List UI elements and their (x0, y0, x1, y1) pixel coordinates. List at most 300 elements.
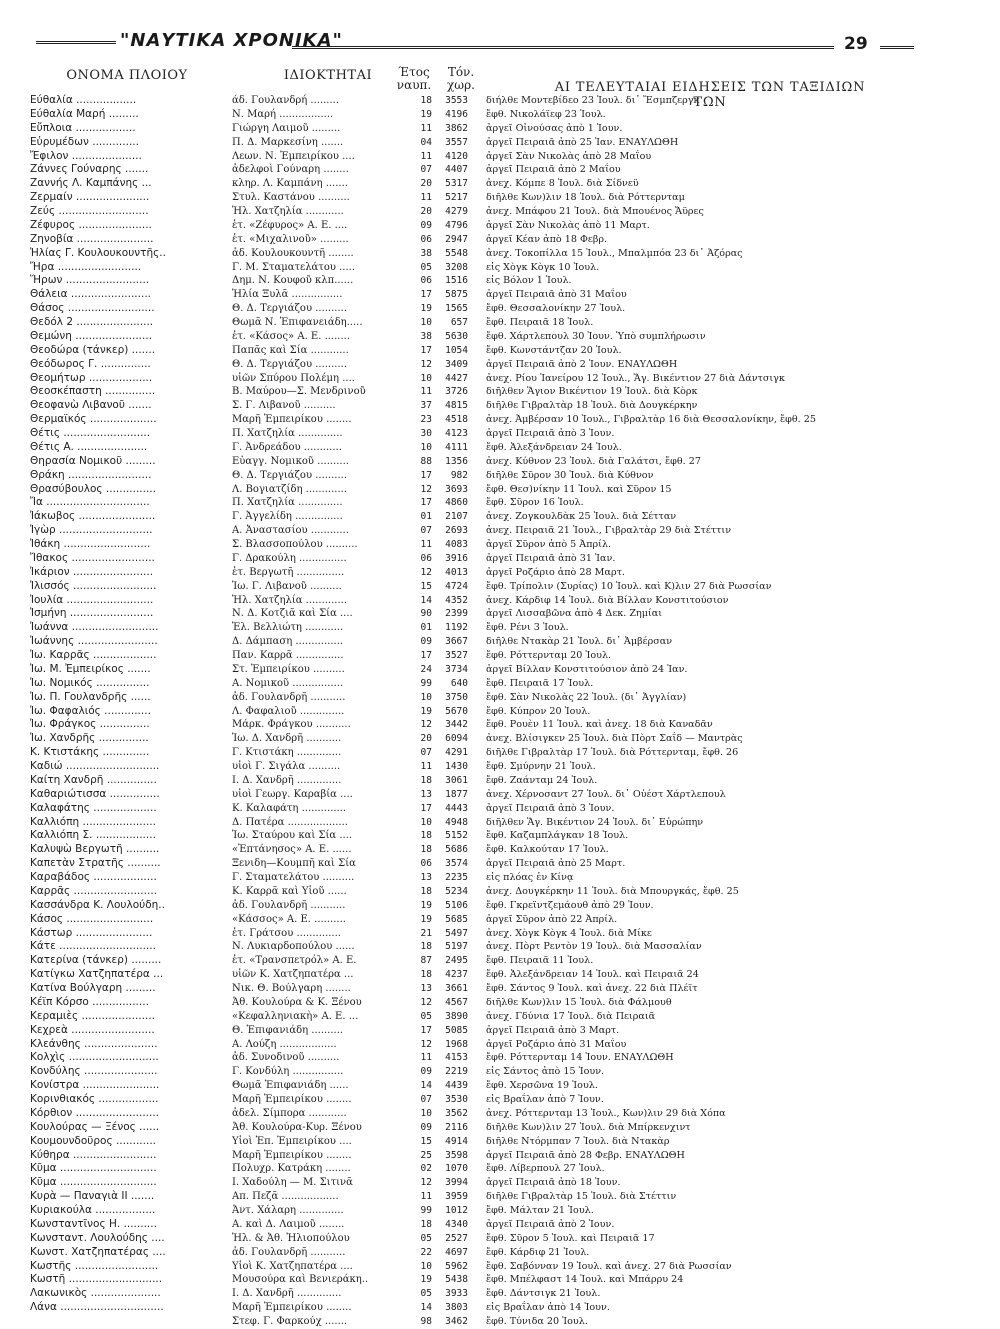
table-row (30, 691, 970, 705)
owner-name: Θωμᾶ Ν. Ἐπιφανειάδη..... (232, 317, 363, 328)
table-row (30, 538, 970, 552)
tonnage: 3862 (445, 122, 468, 134)
table-row (30, 1024, 970, 1038)
ship-name: Κόρθιον ......................... (30, 1106, 160, 1119)
table-row (30, 1204, 970, 1218)
owner-name: Κ. Καρρᾶ καὶ Υἱοῦ ...... (232, 885, 347, 897)
owner-name: Ἠλία Ξυλᾶ ................ (232, 289, 343, 301)
tonnage: 4291 (445, 747, 468, 759)
table-row (30, 150, 970, 164)
owner-name: ἀδ. Συνοδινοῦ .......... (232, 1052, 340, 1064)
owner-name: Δημ. Ν. Κουφοῦ κλπ...... (232, 275, 354, 287)
build-year: 12 (420, 483, 432, 495)
owner-name: Δ. Πατέρα ................... (232, 816, 348, 828)
build-year: 04 (420, 136, 432, 148)
voyage-news: ἀνεχ. Πειραιᾶ 21 Ἰουλ., Γιβραλτὰρ 29 διὰ Στέττιν (486, 525, 732, 537)
table-row (30, 1260, 970, 1274)
table-row (30, 483, 970, 497)
ship-name: Ἰω. Π. Γουλανδρῆς ...... (30, 690, 151, 703)
tonnage: 3667 (445, 636, 468, 648)
table-row (30, 1135, 970, 1149)
owner-name: Υἱοὶ Ἐπ. Ἐμπειρίκου .... (232, 1135, 352, 1147)
build-year: 09 (420, 1066, 432, 1078)
voyage-news: διῆλθε Κων)λιν 18 Ἰουλ. διὰ Ρόττερνταμ (486, 192, 685, 204)
build-year: 20 (420, 733, 432, 745)
voyage-news: ἀργεῖ Πειραιᾶ ἀπὸ 25 Ἰαν. ΕΝΑΥΛΩΘΗ (486, 136, 679, 148)
table-row (30, 1149, 970, 1163)
table-row (30, 1176, 970, 1190)
ship-name: Κυρὰ — Παναγιὰ ΙΙ ....... (30, 1190, 155, 1203)
owner-name: ἀδ. Γουλανδρῆ ........... (232, 1246, 346, 1258)
tonnage: 2116 (445, 1121, 468, 1133)
voyage-news: διῆλθε Ντακὰρ 21 Ἰουλ. δι᾽ Ἀμβέρσαν (486, 636, 673, 648)
owner-name: ἀδ. Γουλανδρῆ ........... (232, 899, 346, 911)
tonnage: 1070 (445, 1163, 468, 1175)
tonnage: 5685 (445, 913, 468, 925)
build-year: 37 (420, 400, 432, 412)
table-row (30, 788, 970, 802)
tonnage: 4083 (445, 539, 468, 550)
owner-name: Γ. Κτιστάκη .............. (232, 747, 342, 759)
owner-name: Θ. Ἐπιφανιάδη .......... (232, 1024, 344, 1036)
table-row (30, 261, 970, 275)
ship-name: Θεοδώρα (τάνκερ) ....... (30, 343, 156, 356)
ship-name: Κωστῆ ............................ (30, 1273, 163, 1286)
tonnage: 982 (450, 469, 468, 481)
tonnage: 5317 (445, 178, 468, 190)
tonnage: 1565 (445, 303, 468, 315)
owner-name: ἑτ. «Μιχαλινοῦ» ......... (232, 233, 349, 245)
table-row (30, 288, 970, 302)
build-year: 10 (420, 816, 432, 828)
table-row (30, 843, 970, 857)
tonnage: 5197 (445, 941, 468, 953)
tonnage: 2399 (445, 608, 468, 620)
tonnage: 4815 (445, 400, 468, 412)
table-row (30, 122, 970, 136)
owner-name: ἑτ. «Κάσος» Α. Ε. ........ (232, 330, 351, 342)
publication-title: "ΝΑΥΤΙΚΑ ΧΡΟΝΙΚΑ" (120, 30, 343, 51)
voyage-news: ἔφθ. Θεσ)νίκην 11 Ἰουλ. καὶ Σῦρον 15 (486, 483, 672, 495)
tonnage: 3557 (445, 136, 468, 148)
tonnage: 5497 (445, 927, 468, 939)
voyage-news: ἔφθ. Ἀλεξάνδρειαν 14 Ἰουλ. καὶ Πειραιᾶ 24 (486, 969, 699, 981)
voyage-news: ἀργεῖ Πειραιᾶ ἀπὸ 3 Ἰουν. (486, 802, 615, 814)
build-year: 22 (420, 1246, 432, 1258)
column-header-news: ΑΙ ΤΕΛΕΥΤΑΙΑΙ ΕΙΔΗΣΕΙΣ ΤΩΝ ΤΑΞΙΔΙΩΝ ΤΩΝ (554, 80, 866, 110)
voyage-news: ἀργεῖ Σῦρον ἀπὸ 5 Ἀπρίλ. (486, 539, 612, 550)
owner-name: ἀδ. Γουλανδρῆ ........... (232, 691, 346, 703)
build-year: 38 (420, 247, 432, 259)
ship-name: Κάστωρ ....................... (30, 926, 153, 939)
owner-name: Ξενιδη—Κουμπῆ καὶ Σία (232, 858, 356, 870)
voyage-news: εἰς Σάντος ἀπὸ 15 Ἰουν. (486, 1066, 605, 1078)
build-year: 18 (420, 1218, 432, 1230)
build-year: 13 (420, 872, 432, 883)
owner-name: Ἠλ. Χατζηλία ............ (232, 206, 344, 217)
voyage-news: ἔφθ. Χερσῶνα 19 Ἰουλ. (486, 1080, 598, 1092)
table-row (30, 649, 970, 663)
column-header-year-bottom: ναυπ. (396, 78, 432, 92)
owner-name: Μαρῆ Ἐμπειρίκου ........ (232, 1149, 352, 1161)
owner-name: άδ. Γουλανδρή ......... (232, 95, 340, 106)
ship-name: Κονδύλης ...................... (30, 1065, 158, 1078)
tonnage: 4013 (445, 566, 468, 578)
owner-name: Θωμᾶ Ἐπιφανιάδη ...... (232, 1080, 349, 1092)
owner-name: ἀδελφοὶ Γούναρη ........ (232, 164, 349, 176)
owner-name: Γιώργη Λαιμοῦ ......... (232, 122, 341, 134)
build-year: 12 (420, 1177, 432, 1189)
table-row (30, 358, 970, 372)
voyage-news: ἀνεχ. Βλίσιγκεν 25 Ἰουλ. διὰ Πὸρτ Σαΐδ — Μαντρὰς (486, 733, 743, 745)
ship-name: Θράκη ......................... (30, 468, 152, 481)
voyage-news: ἀργεῖ Πειραιᾶ ἀπὸ 31 Μαΐου (486, 289, 627, 301)
table-row (30, 1079, 970, 1093)
voyage-news: ἀργεῖ Πειραιᾶ ἀπὸ 2 Μαΐου (486, 164, 621, 176)
table-row (30, 136, 970, 150)
build-year: 14 (420, 1302, 432, 1314)
tonnage: 4948 (445, 816, 468, 828)
owner-name: «Ἑπτάνησος» Α. Ε. ...... (232, 844, 352, 856)
build-year: 07 (420, 164, 432, 176)
ship-name: Κέϊπ Κόρσο ................. (30, 995, 149, 1008)
owner-name: Θ. Δ. Τεργιάζου .......... (232, 303, 347, 315)
table-row (30, 385, 970, 399)
tonnage: 5234 (445, 885, 468, 897)
table-row (30, 496, 970, 510)
voyage-news: ἀνεχ. Τοκοπίλλα 15 Ἰουλ., Μπαλμπόα 23 δι᾽ Ἀζόρας (486, 247, 743, 259)
build-year: 15 (420, 580, 432, 592)
tonnage: 5217 (445, 192, 468, 204)
voyage-news: διῆλθε Σῦρον 30 Ἰουλ. διὰ Κύθνον (486, 469, 654, 481)
tonnage: 1430 (445, 761, 468, 772)
owner-name: Δ. Δάμπαση ............... (232, 636, 344, 648)
voyage-news: διῆλθε Κων)λιν 15 Ἰουλ. διὰ Φάλμουθ (486, 996, 672, 1008)
ship-name: Θέτις Α. ..................... (30, 440, 148, 453)
owner-name: Θ. Δ. Τεργιάζου .......... (232, 469, 347, 481)
owner-name: Μαρῆ Ἐμπειρίκου ........ (232, 1094, 352, 1105)
table-row (30, 913, 970, 927)
table-row (30, 857, 970, 871)
owner-name: Μαρῆ Ἐμπειρίκου ........ (232, 1302, 352, 1314)
tonnage: 2235 (445, 872, 468, 883)
table-row (30, 1010, 970, 1024)
voyage-news: ἔφθ. Γκρεϊντζεμάουθ ἀπὸ 29 Ἰουν. (486, 899, 654, 911)
voyage-news: ἔφθ. Ἀλεξάνδρειαν 24 Ἰουλ. (486, 441, 622, 453)
voyage-news: ἀργεῖ Πειραιᾶ ἀπὸ 2 Ἰουν. ΕΝΑΥΛΩΘΗ (486, 358, 678, 370)
voyage-news: ἀργεῖ Οἰνούσας ἀπὸ 1 Ἰουν. (486, 122, 623, 134)
table-row (30, 899, 970, 913)
ship-name: Θεμώνη ....................... (30, 329, 153, 342)
tonnage: 2947 (445, 233, 468, 245)
ship-name: Κεραμιὲς ...................... (30, 1009, 155, 1022)
table-row (30, 621, 970, 635)
tonnage: 4914 (445, 1135, 468, 1147)
tonnage: 5438 (445, 1274, 468, 1286)
build-year: 19 (420, 913, 432, 925)
header-rule-left (36, 41, 116, 44)
voyage-news: ἀργεῖ Πειραιᾶ ἀπὸ 2 Ἰουν. (486, 1218, 615, 1230)
table-row (30, 663, 970, 677)
build-year: 18 (420, 844, 432, 856)
table-row (30, 191, 970, 205)
tonnage: 3734 (445, 663, 468, 675)
build-year: 06 (420, 552, 432, 564)
ship-name: Κωνστ. Χατζηπατέρας .... (30, 1245, 166, 1258)
build-year: 13 (420, 983, 432, 994)
tonnage: 5630 (445, 330, 468, 342)
build-year: 06 (420, 858, 432, 870)
tonnage: 3562 (445, 1107, 468, 1119)
owner-name: Α. Ἀναστασίου ............ (232, 525, 349, 537)
build-year: 19 (420, 303, 432, 315)
voyage-news: διῆλθε Γιβραλτὰρ 18 Ἰουλ. διὰ Δουγκέρκην (486, 400, 698, 412)
owner-name: Ἠλ. & Ἀθ. Ἠλιοπούλου (232, 1232, 350, 1244)
table-row (30, 219, 970, 233)
table-row (30, 968, 970, 982)
voyage-news: διῆλθε Γιβραλτὰρ 15 Ἰουλ. διὰ Στέττιν (486, 1191, 677, 1203)
ship-name: Ἰσμήνη ......................... (30, 607, 154, 620)
ship-name: Κ. Κτιστάκης .............. (30, 746, 150, 759)
ship-name: Θεοφανὼ Λιβανοῦ ....... (30, 399, 152, 412)
voyage-news: ἀργεῖ Λισσαβῶνα ἀπὸ 4 Δεκ. Ζημίαι (486, 608, 663, 620)
build-year: 90 (420, 608, 432, 620)
owner-name: Υἱοὶ Κ. Χατζηπατέρα .... (232, 1260, 353, 1272)
tonnage: 3959 (445, 1191, 468, 1203)
tonnage: 3890 (445, 1010, 468, 1022)
ship-name: Ἰθάκη .......................... (30, 538, 151, 550)
voyage-news: ἔφθ. Τρίπολιν (Συρίας) 10 Ἰουλ. καὶ Κ)λιν 27 διὰ Ρωσσίαν (486, 580, 772, 592)
tonnage: 4237 (445, 969, 468, 981)
voyage-news: ἀργεῖ Σῦρον ἀπὸ 22 Ἀπρίλ. (486, 913, 618, 925)
owner-name: Ἑλ. Βελλιώτη ............ (232, 622, 344, 634)
owner-name: Γ. Μ. Σταματελάτου ..... (232, 261, 356, 273)
owner-name: Ἰω. Δ. Χανδρῆ ........... (232, 733, 342, 745)
owner-name: Α. Νομικοῦ ................ (232, 677, 344, 689)
ship-name: Κασσάνδρα Κ. Λουλούδη.. (30, 898, 165, 911)
ship-name: Θεδόλ 2 ....................... (30, 316, 154, 328)
ship-name: Θερμαϊκός .................... (30, 413, 157, 426)
table-row (30, 413, 970, 427)
owner-name: Ἀθ. Κουλούρα-Κυρ. Ξένου (232, 1121, 362, 1133)
voyage-news: ἔφθ. Πειραιᾶ 18 Ἰουλ. (486, 317, 594, 328)
ship-name: Θεοσκέπαστη ............... (30, 385, 156, 398)
table-row (30, 247, 970, 261)
voyage-news: ἀνεχ. Γδύνια 17 Ἰουλ. διὰ Πειραιᾶ (486, 1010, 656, 1022)
build-year: 12 (420, 566, 432, 578)
ship-name: Κωνσταντ. Λουλούδης .... (30, 1231, 165, 1244)
owner-name: ἀδελ. Σίμπορα ............ (232, 1107, 347, 1119)
ship-name: Καλλιόπη Σ. .................. (30, 829, 156, 842)
owner-name: Ἰω. Γ. Λιβανοῦ .......... (232, 580, 342, 592)
build-year: 01 (420, 511, 432, 523)
ship-name: Κατίγκω Χατζηπατέρα ... (30, 968, 164, 981)
build-year: 12 (420, 358, 432, 370)
table-row (30, 705, 970, 719)
ship-name: Θάσος .......................... (30, 302, 155, 315)
table-row (30, 510, 970, 524)
tonnage: 4123 (445, 428, 468, 439)
tonnage: 6094 (445, 733, 468, 745)
column-header-ship: ΟΝΟΜΑ ΠΛΟΙΟΥ (66, 68, 188, 83)
build-year: 12 (420, 1038, 432, 1050)
owner-name: Εὐαγγ. Νομικοῦ .......... (232, 455, 349, 467)
ship-name: Θεόδωρος Γ. ............... (30, 357, 151, 370)
ship-name: Ζερμαίν ...................... (30, 191, 150, 204)
ship-name: Ἰουλία .......................... (30, 593, 154, 606)
ship-name: Κῦμα ............................. (30, 1176, 157, 1189)
build-year: 10 (420, 441, 432, 453)
table-row (30, 1038, 970, 1052)
ship-name: Ζηνοβία ....................... (30, 232, 154, 245)
voyage-news: ἀνεχ. Ζογκουλδὰκ 25 Ἰουλ. διὰ Σέτταν (486, 511, 677, 523)
table-row (30, 954, 970, 968)
table-row (30, 940, 970, 954)
owner-name: Νικ. Θ. Βούλγαρη ........ (232, 983, 351, 994)
ship-name: Ἰω. Νομικός ................ (30, 676, 150, 689)
ship-name: Κλεάνθης ...................... (30, 1037, 158, 1050)
build-year: 18 (420, 969, 432, 981)
column-header-tons-bottom: χωρ. (447, 78, 475, 92)
table-row (30, 594, 970, 608)
build-year: 09 (420, 636, 432, 648)
column-header-owner: ΙΔΙΟΚΤΗΤΑΙ (283, 68, 373, 83)
voyage-news: ἀνεχ. Ρόττερνταμ 13 Ἰουλ., Κων)λιν 29 διὰ Χόπα (486, 1107, 726, 1119)
owner-name: ἀδ. Κουλουκουντῆ ........ (232, 247, 354, 259)
owner-name: Ι. Χαδούλη — Μ. Σιτινᾶ (232, 1177, 353, 1189)
table-row (30, 1190, 970, 1204)
owner-name: Λ. Βογιατζίδη ............. (232, 483, 347, 495)
owner-name: Γ. Δρακούλη ............... (232, 552, 347, 564)
owner-name: Παν. Καρρᾶ ............... (232, 650, 344, 661)
voyage-news: ἔφθ. Μάλταν 21 Ἰουλ. (486, 1205, 594, 1216)
build-year: 06 (420, 275, 432, 287)
owner-name: υἱῶν Σπύρου Πολέμη .... (232, 372, 355, 384)
build-year: 11 (420, 122, 432, 134)
voyage-news: ἔφθ. Καζαμπλάγκαν 18 Ἰουλ. (486, 830, 629, 842)
build-year: 09 (420, 219, 432, 231)
ship-name: Ἴθακος ......................... (30, 551, 155, 564)
table-row (30, 829, 970, 843)
table-row (30, 524, 970, 538)
tonnage: 2219 (445, 1066, 468, 1078)
tonnage: 1192 (445, 622, 468, 634)
build-year: 11 (420, 150, 432, 162)
table-row (30, 816, 970, 830)
build-year: 11 (420, 761, 432, 772)
build-year: 14 (420, 1080, 432, 1092)
ship-name: Ζέφυρος ...................... (30, 218, 152, 231)
tonnage: 2107 (445, 511, 468, 523)
ship-name: Κουμουνδοῦρος ............ (30, 1134, 156, 1147)
tonnage: 2495 (445, 955, 468, 967)
ship-name: Ἤρα ......................... (30, 260, 142, 273)
tonnage: 3803 (445, 1302, 468, 1314)
build-year: 18 (420, 941, 432, 953)
build-year: 10 (420, 372, 432, 384)
build-year: 15 (420, 1135, 432, 1147)
table-row (30, 746, 970, 760)
voyage-news: ἔφθ. Ρένι 3 Ἰουλ. (486, 622, 569, 634)
ship-name: Εὔπλοια .................. (30, 121, 136, 134)
tonnage: 4860 (445, 497, 468, 509)
ship-name: Ἰγὼρ ............................ (30, 524, 153, 537)
owner-name: Γ. Κονδύλη ................ (232, 1066, 344, 1078)
voyage-news: ἀνεχ. Ἀμβέρσαν 10 Ἰουλ., Γιβραλτὰρ 16 διὰ Θεσσαλονίκην, ἔφθ. 25 (486, 414, 816, 426)
build-year: 07 (420, 1094, 432, 1105)
ship-name: Ἰω. Φαφαλιός .............. (30, 704, 151, 717)
voyage-news: ἔφθ. Κωνστάντζαν 20 Ἰουλ. (486, 344, 622, 356)
build-year: 19 (420, 108, 432, 120)
table-row (30, 1232, 970, 1246)
ship-name: Κορινθιακός .................. (30, 1093, 159, 1105)
owner-name: Β. Μαύρου—Σ. Μενδρινοῦ (232, 386, 366, 398)
build-year: 19 (420, 899, 432, 911)
owner-name: Γ. Ἀνδρεάδου ............ (232, 441, 342, 453)
table-row (30, 441, 970, 455)
tonnage: 4153 (445, 1052, 468, 1064)
owner-name: Ν. Λυκιαρδοπούλου ...... (232, 941, 355, 953)
tonnage: 3693 (445, 483, 468, 495)
build-year: 11 (420, 192, 432, 204)
ship-name: Λάνα ............................... (30, 1301, 164, 1314)
voyage-news: ἀνεχ. Πὸρτ Ρεντὸν 19 Ἰουλ. διὰ Μασσαλίαν (486, 941, 702, 953)
table-row (30, 1287, 970, 1301)
table-row (30, 1218, 970, 1232)
owner-name: Μουσούρα καὶ Βενιεράκη.. (232, 1274, 369, 1286)
owner-name: Παπᾶς καὶ Σία ............ (232, 344, 349, 356)
voyage-news: ἀργεῖ Πειραιᾶ ἀπὸ 3 Μαρτ. (486, 1024, 620, 1036)
tonnage: 3061 (445, 774, 468, 786)
ship-name: Κουλούρας — Ξένος ...... (30, 1120, 160, 1133)
voyage-news: ἀνεχ. Μπάφου 21 Ἰουλ. διὰ Μπουένος Ἄϋρες (486, 206, 704, 217)
owner-name: Σ. Βλασσοπούλου .......... (232, 539, 358, 550)
owner-name: Στ. Ἐμπειρίκου .......... (232, 663, 345, 675)
owner-name: Ἀθ. Κουλούρα & Κ. Ξένου (232, 996, 362, 1008)
owner-name: Κ. Καλαφάτη .............. (232, 802, 347, 814)
voyage-news: ἀργεῖ Πειραιᾶ ἀπὸ 3 Ἰουν. (486, 428, 615, 439)
tonnage: 3598 (445, 1149, 468, 1161)
voyage-news: ἀνεχ. Κύθνον 23 Ἰουλ. διὰ Γαλάτσι, ἔφθ. 27 (486, 455, 701, 467)
owner-name: υἱῶν Κ. Χατζηπατέρα ... (232, 969, 354, 981)
column-header-tons-top: Τόν. (447, 65, 475, 79)
tonnage: 1516 (445, 275, 468, 287)
voyage-news: ἔφθ. Χάρτλεπουλ 30 Ἰουν. Ὑπὸ συμπλήρωσιν (486, 330, 706, 342)
build-year: 07 (420, 525, 432, 537)
voyage-news: ἔφθ. Ρόττερνταμ 14 Ἰουν. ΕΝΑΥΛΩΘΗ (486, 1052, 674, 1064)
table-row (30, 316, 970, 330)
build-year: 24 (420, 663, 432, 675)
table-row (30, 552, 970, 566)
tonnage: 4120 (445, 150, 468, 162)
table-row (30, 108, 970, 122)
table-row (30, 205, 970, 219)
voyage-news: διῆλθε Ντόρμπαν 7 Ἰουλ. διὰ Ντακὰρ (486, 1135, 670, 1147)
tonnage: 4567 (445, 996, 468, 1008)
tonnage: 5152 (445, 830, 468, 842)
voyage-news: εἰς Χὸγκ Κὸγκ 10 Ἰουλ. (486, 261, 600, 273)
voyage-news: ἀργεῖ Πειραιᾶ ἀπὸ 25 Μαρτ. (486, 858, 626, 870)
tonnage: 3530 (445, 1094, 468, 1105)
ship-table (30, 94, 970, 1329)
ship-name: Θάλεια ........................ (30, 288, 151, 301)
tonnage: 3409 (445, 358, 468, 370)
voyage-news: ἔφθ. Λίβερπουλ 27 Ἰουλ. (486, 1163, 605, 1175)
owner-name: Ἀντ. Χάλαρη .............. (232, 1205, 344, 1216)
owner-name: Α. καὶ Δ. Λαιμοῦ ........ (232, 1218, 345, 1230)
build-year: 25 (420, 1149, 432, 1161)
build-year: 01 (420, 622, 432, 634)
